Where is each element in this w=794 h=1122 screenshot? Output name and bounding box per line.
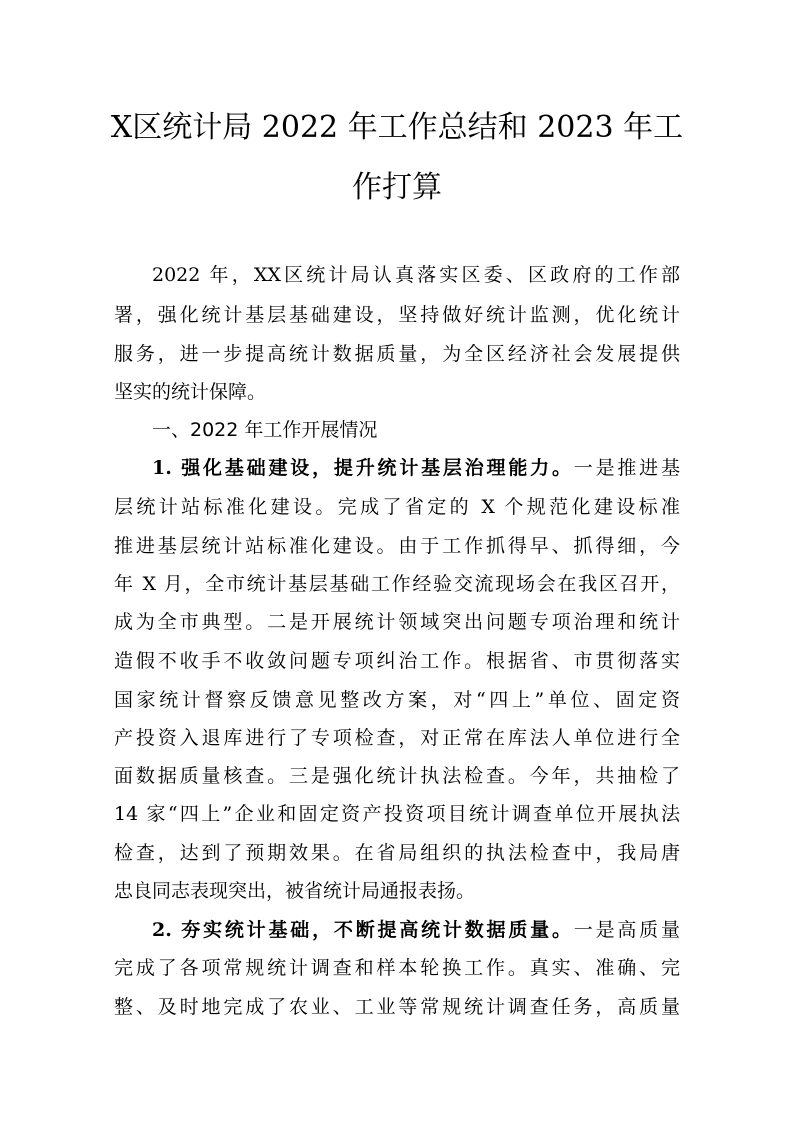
section-heading: 一、2022 年工作开展情况 [152, 419, 378, 441]
item1-line: 成为全市典型。二是开展统计领域突出问题专项治理和统计 [114, 611, 680, 633]
item1-line: 年 X 月，全市统计基层基础工作经验交流现场会在我区召开， [114, 573, 680, 595]
item1-first-rest: 一是推进基 [573, 457, 680, 479]
item1-first-line [152, 455, 680, 481]
item1-line: 14 家“四上”企业和固定资产投资项目统计调查单位开展执法 [114, 803, 680, 825]
item1-line: 国家统计督察反馈意见整改方案，对“四上”单位、固定资 [114, 689, 680, 711]
item1-line: 层统计站标准化建设。完成了省定的 X 个规范化建设标准 [114, 496, 680, 518]
intro-line: 署，强化统计基层基础建设，坚持做好统计监测，优化统计 [114, 304, 680, 326]
item2-first-rest: 一是高质量 [573, 919, 680, 941]
item1-line: 检查，达到了预期效果。在省局组织的执法检查中，我局唐 [114, 842, 680, 864]
item1-line: 推进基层统计站标准化建设。由于工作抓得早、抓得细，今 [114, 535, 680, 557]
item2-line: 完成了各项常规统计调查和样本轮换工作。真实、准确、完 [114, 957, 680, 979]
item1-line: 忠良同志表现突出，被省统计局通报表扬。 [114, 880, 476, 902]
item2-first-line [152, 917, 680, 943]
intro-line: 服务，进一步提高统计数据质量，为全区经济社会发展提供 [114, 343, 680, 365]
intro-line: 2022 年，XX区统计局认真落实区委、区政府的工作部 [152, 264, 680, 286]
document-title-line-2: 作打算 [352, 170, 442, 205]
intro-line: 坚实的统计保障。 [114, 381, 267, 403]
document-title-line-1: X区统计局 2022 年工作总结和 2023 年工 [110, 110, 684, 145]
item2-line: 整、及时地完成了农业、工业等常规统计调查任务，高质量 [114, 996, 680, 1018]
item1-line: 造假不收手不收敛问题专项纠治工作。根据省、市贯彻落实 [114, 650, 680, 672]
item1-line: 产投资入退库进行了专项检查，对正常在库法人单位进行全 [114, 727, 680, 749]
item1-lead: 1. 强化基础建设，提升统计基层治理能力。 [152, 457, 574, 479]
item2-lead: 2. 夯实统计基础，不断提高统计数据质量。 [152, 919, 574, 941]
item1-line: 面数据质量核查。三是强化统计执法检查。今年，共抽检了 [114, 765, 680, 787]
